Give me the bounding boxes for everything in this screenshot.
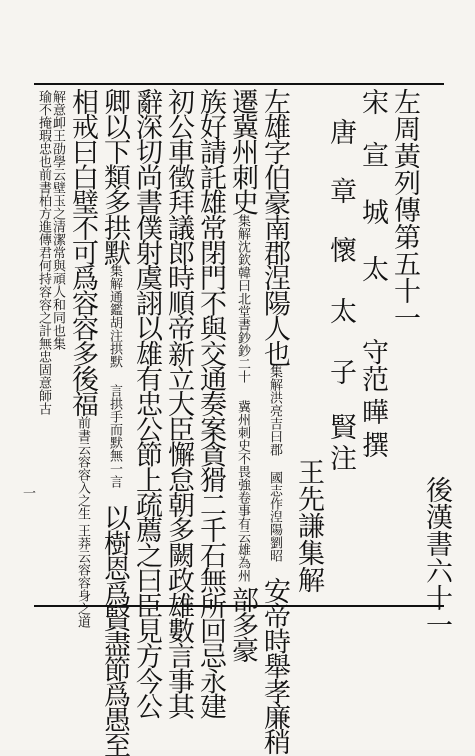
column-7-main-a: 相戒曰白璧不可爲容容多後福 [67, 88, 98, 416]
text-column-2 [226, 88, 258, 662]
byline-place-1: 宣 [357, 141, 388, 168]
byline-office-surname: 守范 [357, 338, 388, 392]
column-7-note-left: 王莽云容容身之道 [75, 523, 90, 628]
column-1-main-a: 左雄字伯豪南郡涅陽人也 [259, 88, 290, 366]
column-2-main-b: 部多豪 [227, 586, 258, 662]
column-6-note-left: 言拱手而默無一言 [107, 384, 122, 489]
byline-dynasty-2: 唐 [325, 118, 356, 145]
column-6-main-b: 以樹恩爲賢盡節爲愚至 [99, 504, 130, 756]
book-reference [420, 88, 452, 638]
byline-dynasty: 宋 [357, 88, 388, 115]
byline-author [356, 88, 388, 598]
column-2-note-right: 集解沈欽韓曰北堂書鈔鈔二十 [235, 214, 250, 384]
byline-name-2e: 賢 [325, 413, 356, 440]
byline-role-annotated: 注 [325, 444, 356, 471]
byline-commentator-text: 王先謙集解 [293, 458, 324, 593]
column-1-main-b: 安帝時舉孝廉稍 [259, 577, 290, 754]
byline-given-name: 曄 [357, 398, 388, 425]
byline-annotator [324, 88, 356, 598]
chapter-title: 左周黃列傳第五十一 [389, 88, 420, 331]
text-column-6 [98, 88, 130, 756]
column-2-main-a: 遷冀州刺史 [227, 88, 258, 215]
byline-commentator [292, 88, 324, 598]
column-6-main-a: 卿以下類多拱默 [99, 88, 130, 265]
text-column-7 [66, 88, 98, 628]
column-6-note-right: 集解通鑑胡注拱默 [107, 264, 122, 369]
column-7-note-right: 前書云容容入之生 [75, 415, 90, 520]
byline-name-2a: 章 [325, 177, 356, 204]
byline-name-2b: 懷 [325, 236, 356, 263]
byline-title: 太 [357, 255, 388, 282]
margin-page-number: 一 [20, 486, 35, 499]
far-left-note-1: 解意卹王劭學云壁玉之清潔常與頑人和同也集 [50, 90, 65, 350]
column-1-note-right: 集解洪亮吉曰郡 [267, 365, 282, 457]
byline-name-2c: 太 [325, 297, 356, 324]
text-column-1 [258, 88, 290, 754]
column-2-note-left: 冀州刺史不畏強卷事有云雄為州 [235, 400, 250, 583]
column-1-note-left: 國志作湼陽劉昭 [267, 471, 282, 563]
byline-role-compiled: 撰 [357, 431, 388, 458]
far-left-note-2: 瑜不掩瑕忠也前書柏方進傳君何持容容之計無忠固意師古 [36, 90, 51, 415]
text-column-5: 辭深切尚書僕射虞詡以雄有忠公節上疏薦之曰臣見方今公 [131, 88, 162, 719]
book-ref-text: 後漢書六十一 [421, 476, 452, 638]
text-column-3: 族好請託雄常閉門不與交通奏案貪猾二千石無所回忌永建 [195, 88, 226, 719]
text-column-4: 初公車徵拜議郎時順帝新立大臣懈怠朝多闕政雄數言事其 [163, 88, 194, 719]
byline-name-2d: 子 [325, 358, 356, 385]
byline-place-2: 城 [357, 198, 388, 225]
